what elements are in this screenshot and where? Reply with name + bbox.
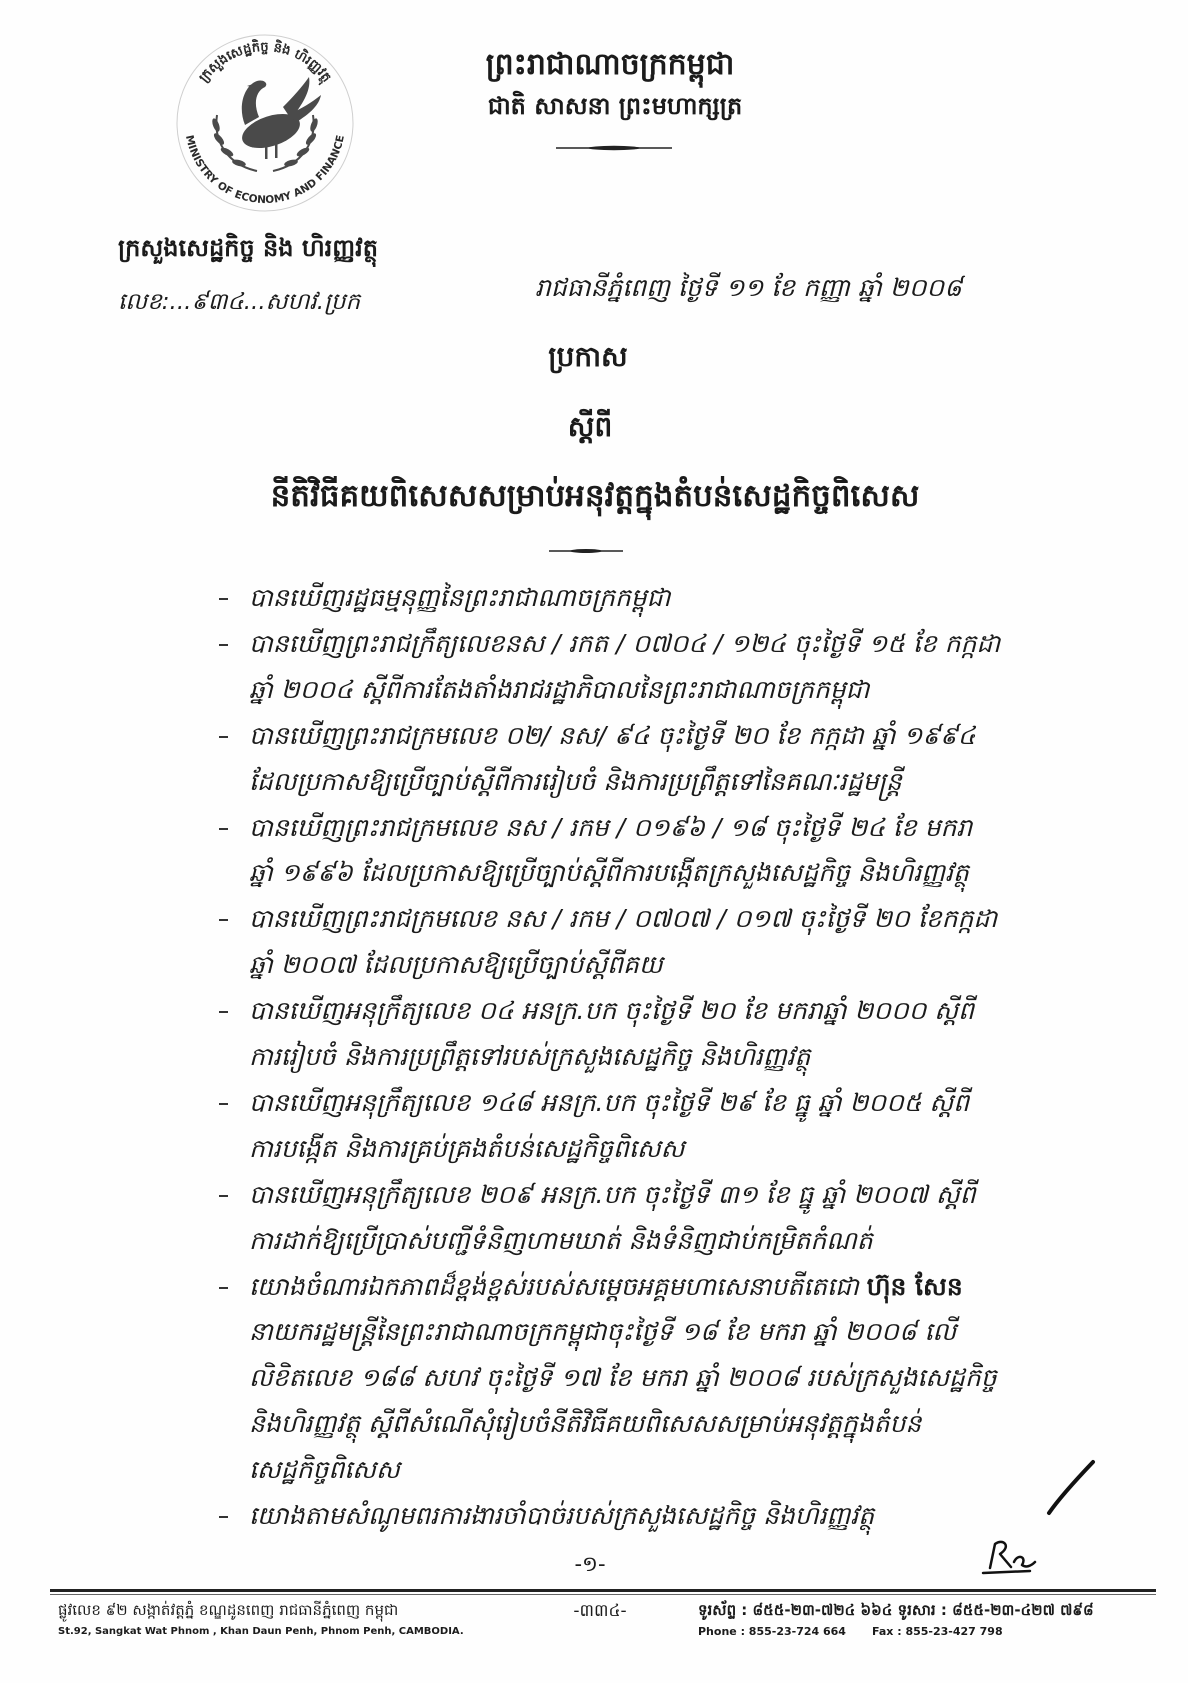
preamble-line	[249, 943, 1019, 987]
preamble-line-text: និងហិរញ្ញវត្ថុ ស្តីពីសំណើសុំរៀបចំនីតិវិធីគយពិសេសសម្រាប់អនុវត្តក្នុងតំបន់	[249, 1409, 922, 1439]
preamble-line	[249, 806, 1019, 850]
ministry-seal-logo	[170, 28, 360, 218]
preamble-line-text: បានឃើញព្រះរាជក្រឹត្យលេខនស / រកត / ០៧០៤ / ១២៤ ចុះថ្ងៃទី ១៥ ខែ កក្កដា	[249, 628, 1001, 658]
preamble-line	[249, 1402, 1019, 1446]
footer-address-khmer: ផ្លូវលេខ ៩២ សង្កាត់វត្តភ្នំ ខណ្ឌដូនពេញ រាជធានីភ្នំពេញ កម្ពុជា	[58, 1601, 399, 1619]
seal-text-english: MINISTRY OF ECONOMY AND FINANCE	[182, 133, 347, 207]
preamble-line-text: ការបង្កើត និងការគ្រប់គ្រងតំបន់សេដ្ឋកិច្ចពិសេស	[249, 1133, 685, 1163]
preamble-line	[249, 1127, 1019, 1171]
preamble-line	[249, 668, 1019, 712]
preamble-line	[249, 1035, 1019, 1079]
preamble-line	[249, 1265, 1019, 1309]
preamble-line-text: បានឃើញអនុក្រឹត្យលេខ ២០៩ អនក្រ.បក ចុះថ្ងៃទី ៣១ ខែ ធ្នូ ឆ្នាំ ២០០៧ ស្តីពី	[249, 1179, 976, 1209]
footer-rule	[50, 1589, 1156, 1592]
preamble-line-text: បានឃើញអនុក្រឹត្យលេខ ០៤ អនក្រ.បក ចុះថ្ងៃទី ២០ ខែ មករាឆ្នាំ ២០០០ ស្តីពី	[249, 996, 974, 1026]
bullet-dash	[219, 1103, 228, 1105]
prime-minister-name: ហ៊ុន សែន	[866, 1271, 963, 1301]
document-type: ប្រកាស	[548, 340, 628, 373]
bullet-dash	[219, 1287, 228, 1289]
bullet-dash	[219, 644, 228, 646]
preamble-line	[249, 1310, 1019, 1354]
footer-phone-english: Phone : 855-23-724 664	[698, 1625, 846, 1638]
preamble-line-text: យោងចំណារឯកភាពដ៏ខ្ពង់ខ្ពស់របស់សម្តេចអគ្គមហាសេនាបតីតេជោ	[249, 1271, 867, 1301]
preamble-line	[249, 622, 1019, 666]
kingdom-heading: ព្រះរាជាណាចក្រកម្ពុជា	[485, 47, 735, 82]
title-underline-divider	[549, 549, 623, 553]
date-line: រាជធានីភ្នំពេញ ថ្ងៃទី ១១ ខែ កញ្ញា ឆ្នាំ ២០០៨	[535, 273, 962, 302]
footer-address-english: St.92, Sangkat Wat Phnom , Khan Daun Penh, Phnom Penh, CAMBODIA.	[58, 1626, 464, 1637]
preamble-line-text: បានឃើញព្រះរាជក្រមលេខ នស / រកម / ០៧០៧ / ០១៧ ចុះថ្ងៃទី ២០ ខែកក្កដា	[249, 904, 998, 934]
preamble-line-text: បានឃើញរដ្ឋធម្មនុញ្ញនៃព្រះរាជាណាចក្រកម្ពុជា	[249, 583, 671, 612]
preamble-line-text: យោងតាមសំណូមពរការងារចាំបាច់របស់ក្រសួងសេដ្ឋកិច្ច និងហិរញ្ញវត្ថុ	[249, 1501, 875, 1530]
preamble-line	[249, 1494, 1019, 1538]
bullet-dash	[219, 1195, 228, 1197]
preamble-line-text: ឆ្នាំ ១៩៩៦ ដែលប្រកាសឱ្យប្រើច្បាប់ស្តីពីការបង្កើតក្រសួងសេដ្ឋកិច្ច និងហិរញ្ញវត្ថុ	[249, 858, 969, 888]
seal-text-khmer: ក្រសួងសេដ្ឋកិច្ច និង ហិរញ្ញវត្ថុ	[196, 39, 334, 86]
footer-rule-thin	[50, 1594, 1156, 1595]
preamble-line	[249, 897, 1019, 941]
national-motto: ជាតិ សាសនា ព្រះមហាក្សត្រ	[487, 92, 743, 120]
preamble-line-text: នាយករដ្ឋមន្ត្រីនៃព្រះរាជាណាចក្រកម្ពុជាចុះថ្ងៃទី ១៨ ខែ មករា ឆ្នាំ ២០០៨ លើ	[249, 1317, 957, 1347]
concerning-label: ស្តីពី	[567, 410, 613, 443]
preamble-line	[249, 714, 1019, 758]
check-mark-annotation	[1049, 1462, 1093, 1513]
preamble-line-text: ឆ្នាំ ២០០៧ ដែលប្រកាសឱ្យប្រើច្បាប់ស្តីពីគយ	[249, 950, 663, 980]
bullet-dash	[219, 828, 228, 830]
header-ornament-divider	[556, 146, 672, 150]
preamble-line	[249, 1081, 1019, 1125]
footer-contact-khmer: ទូរស័ព្ទ : ៨៥៥-២៣-៧២៤ ៦៦៤ ទូរសារ : ៨៥៥-២៣-៤២៧ ៧៩៨	[698, 1601, 1094, 1619]
reference-number: លេខ:...៩៣៤...សហវ.ប្រក	[118, 289, 361, 315]
preamble-line-text: ការរៀបចំ និងការប្រព្រឹត្តទៅរបស់ក្រសួងសេដ្ឋកិច្ច និងហិរញ្ញវត្ថុ	[249, 1042, 811, 1071]
ministry-name: ក្រសួងសេដ្ឋកិច្ច និង ហិរញ្ញវត្ថុ	[118, 234, 378, 262]
page-number: -១-	[574, 1552, 606, 1576]
preamble-line	[249, 1448, 1019, 1492]
document-title: នីតិវិធីគយពិសេសសម្រាប់អនុវត្តក្នុងតំបន់សេដ្ឋកិច្ចពិសេស	[270, 478, 920, 514]
preamble-line-text: ឆ្នាំ ២០០៤ ស្តីពីការតែងតាំងរាជរដ្ឋាភិបាលនៃព្រះរាជាណាចក្រកម្ពុជា	[249, 674, 870, 704]
signature-initials	[983, 1542, 1035, 1573]
bullet-dash	[219, 736, 228, 738]
svg-text:ក្រសួងសេដ្ឋកិច្ច និង ហិរញ្ញវត្	[196, 38, 333, 86]
preamble-line	[249, 1173, 1019, 1217]
preamble-line-text: បានឃើញព្រះរាជក្រមលេខ នស / រកម / ០១៩៦ / ១៨ ចុះថ្ងៃទី ២៤ ខែ មករា	[249, 812, 973, 842]
preamble-line	[249, 1219, 1019, 1263]
preamble-line-text: ដែលប្រកាសឱ្យប្រើច្បាប់ស្តីពីការរៀបចំ និងការប្រព្រឹត្តទៅនៃគណៈរដ្ឋមន្ត្រី	[249, 766, 902, 796]
preamble-line-text: លិខិតលេខ ១៨៨ សហវ ចុះថ្ងៃទី ១៧ ខែ មករា ឆ្នាំ ២០០៨ របស់ក្រសួងសេដ្ឋកិច្ច	[249, 1363, 997, 1393]
bullet-dash	[219, 919, 228, 921]
preamble-line	[249, 760, 1019, 804]
bullet-dash	[219, 1516, 228, 1518]
preamble-line-text: ការដាក់ឱ្យប្រើប្រាស់បញ្ជីទំនិញហាមឃាត់ និងទំនិញជាប់កម្រិតកំណត់	[249, 1225, 873, 1255]
preamble-line	[249, 851, 1019, 895]
preamble-line-text: សេដ្ឋកិច្ចពិសេស	[249, 1455, 400, 1485]
bullet-dash	[219, 1011, 228, 1013]
preamble-line-text: បានឃើញព្រះរាជក្រមលេខ ០២/ នស/ ៩៤ ចុះថ្ងៃទី ២០ ខែ កក្កដា ឆ្នាំ ១៩៩៤	[249, 720, 976, 750]
footer-page-reference: -៣៣៤-	[573, 1601, 627, 1621]
bullet-dash	[219, 598, 228, 600]
preamble-line-text: បានឃើញអនុក្រឹត្យលេខ ១៤៨ អនក្រ.បក ចុះថ្ងៃទី ២៩ ខែ ធ្នូ ឆ្នាំ ២០០៥ ស្តីពី	[249, 1087, 970, 1117]
preamble-line	[249, 576, 1019, 620]
preamble-line	[249, 989, 1019, 1033]
preamble-line	[249, 1356, 1019, 1400]
footer-fax-english: Fax : 855-23-427 798	[872, 1625, 1003, 1638]
